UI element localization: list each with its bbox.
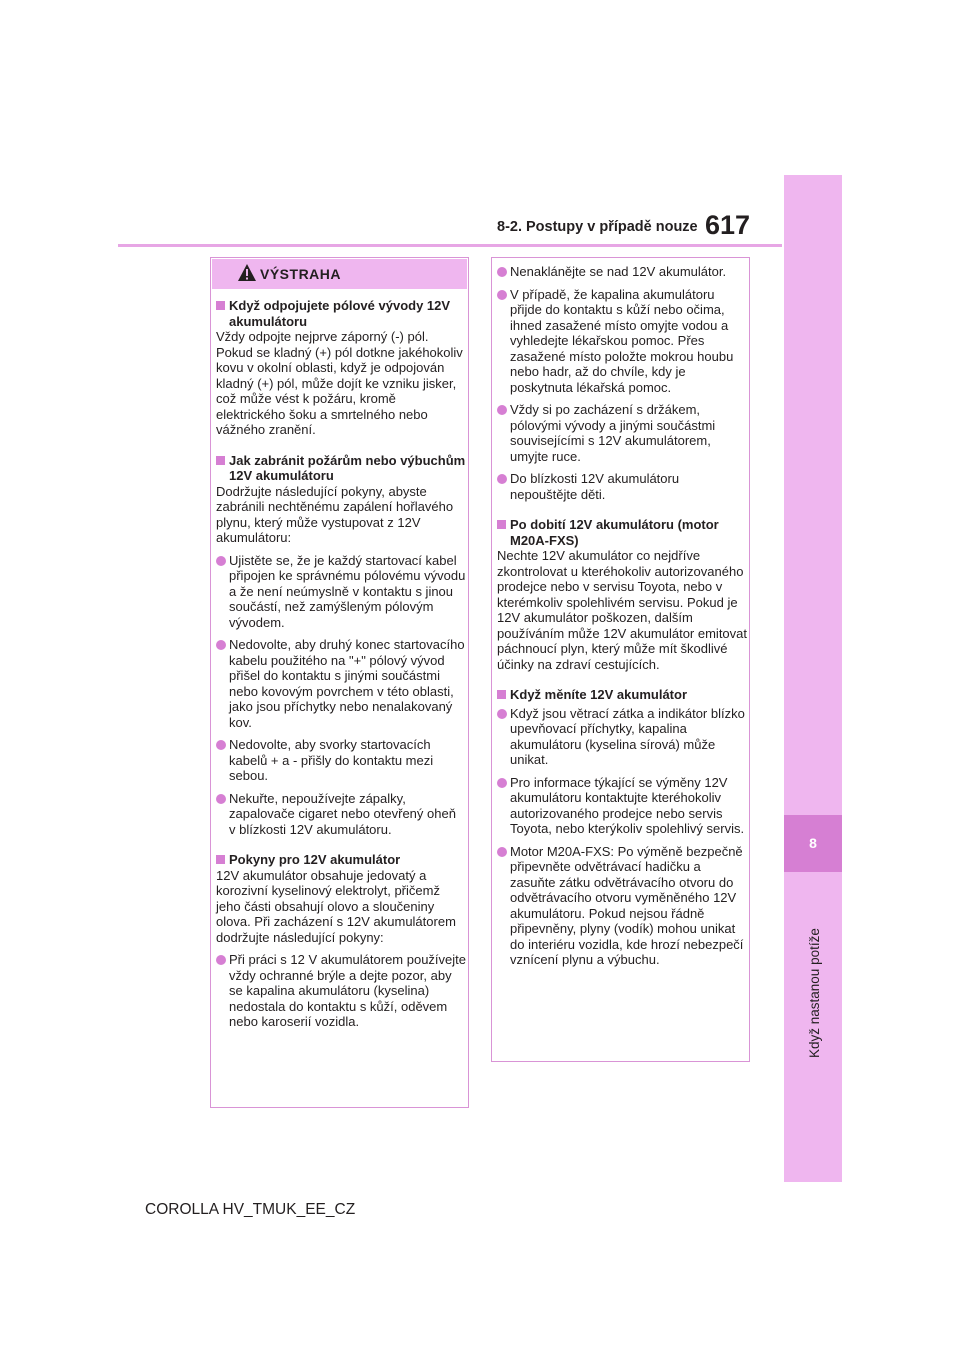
- bullet-item: Nenaklánějte se nad 12V akumulátor.: [497, 264, 747, 280]
- circle-bullet-icon: [497, 474, 507, 484]
- warning-box-right: [491, 257, 750, 1062]
- paragraph: Dodržujte následující pokyny, abyste zabránili nechtěnému zapálení hořlavého plynu, který může vystupovat z 12V akumulátoru:: [216, 483, 454, 545]
- bullet-item: V případě, že kapalina akumulátoru přijde do kontaktu s kůží nebo očima, ihned zasažené místo omyjte vodou a vyhledejte lékařskou pomoc. Přes zasažené místo položte mokrou houbu nebo hadr, až do chvíle, kdy je poskytnuta lékařská pomoc.: [497, 287, 747, 396]
- subheading: Když odpojujete pólové vývody 12V akumulátoru: [216, 298, 466, 329]
- circle-bullet-icon: [216, 740, 226, 750]
- square-bullet-icon: [216, 456, 225, 465]
- circle-bullet-icon: [497, 267, 507, 277]
- subheading: Pokyny pro 12V akumulátor: [216, 852, 466, 868]
- square-bullet-icon: [497, 520, 506, 529]
- bullet-item: Nedovolte, aby svorky startovacích kabelů + a - přišly do kontaktu mezi sebou.: [216, 737, 466, 784]
- square-bullet-icon: [216, 301, 225, 310]
- subheading: Když měníte 12V akumulátor: [497, 687, 747, 703]
- circle-bullet-icon: [497, 847, 507, 857]
- square-bullet-icon: [216, 855, 225, 864]
- circle-bullet-icon: [497, 405, 507, 415]
- circle-bullet-icon: [216, 640, 226, 650]
- chapter-number: 8: [784, 815, 842, 872]
- square-bullet-icon: [497, 690, 506, 699]
- bullet-item: Vždy si po zacházení s držákem, pólovými vývody a jinými součástmi souvisejícími s 12V akumulátorem, umyjte ruce.: [497, 402, 747, 464]
- circle-bullet-icon: [497, 709, 507, 719]
- bullet-item: Když jsou větrací zátka a indikátor blízko upevňovací příchytky, kapalina akumulátoru (kyselina sírová) může unikat.: [497, 706, 747, 768]
- circle-bullet-icon: [497, 778, 507, 788]
- bullet-item: Nedovolte, aby druhý konec startovacího kabelu použitého na "+" pólový vývod přišel do kontaktu s jinými součástmi nebo kovovým povrchem v této oblasti, jako jsou příchytky nebo nenalakovaný kov.: [216, 637, 466, 730]
- paragraph: 12V akumulátor obsahuje jedovatý a korozivní kyselinový elektrolyt, přičemž jeho části obsahují olovo a sloučeniny olova. Při zacházení s 12V akumulátorem dodržujte následující pokyny:: [216, 867, 456, 945]
- circle-bullet-icon: [216, 955, 226, 965]
- chapter-title: [804, 880, 824, 1060]
- bullet-item: Motor M20A-FXS: Po výměně bezpečně připevněte odvětrávací hadičku a zasuňte zátku odvětrávacího otvoru do odvětrávacího otvoru vyměněného 12V akumulátoru. Pokud nejsou řádně připevněny, plyny (vodík) mohou unikat do interiéru vozidla, kde hrozí nebezpečí vznícení plynu a výbuchu.: [497, 844, 747, 968]
- paragraph: Nechte 12V akumulátor co nejdříve zkontrolovat u kteréhokoliv autorizovaného prodejce nebo v servisu Toyota, nebo v kterémkoliv spolehlivém servisu. Pokud je 12V akumulátor poškozen, dalším používáním může 12V akumulátor emitovat páchnoucí plyn, který může mít škodlivé účinky na zdraví cestujících.: [497, 548, 748, 672]
- left-content: [216, 293, 466, 1030]
- section-title: 8-2. Postupy v případě nouze: [497, 219, 698, 235]
- bullet-item: Při práci s 12 V akumulátorem používejte vždy ochranné brýle a dejte pozor, aby se kapalina akumulátoru (kyselina) nedostala do kontaktu s kůží, oděvem nebo karoserií vozidla.: [216, 952, 466, 1030]
- warning-header: [212, 259, 467, 289]
- subheading: Jak zabránit požárům nebo výbuchům 12V akumulátoru: [216, 453, 466, 484]
- subheading: Po dobití 12V akumulátoru (motor M20A-FXS): [497, 517, 747, 548]
- paragraph: Vždy odpojte nejprve záporný (-) pól. Pokud se kladný (+) pól dotkne jakéhokoliv kovu v okolní oblasti, když je odpojován kladný (+) pól, může dojít ke vzniku jisker, což může vést k požáru, kromě elektrického šoku a smrtelného nebo vážného zranění.: [216, 329, 463, 437]
- bullet-item: Do blízkosti 12V akumulátoru nepouštějte děti.: [497, 471, 747, 502]
- circle-bullet-icon: [216, 556, 226, 566]
- right-content: [497, 264, 747, 968]
- bullet-item: Nekuřte, nepoužívejte zápalky, zapalovače cigaret nebo otevřený oheň v blízkosti 12V akumulátoru.: [216, 791, 466, 838]
- warning-box-left: [210, 257, 469, 1108]
- bullet-item: Ujistěte se, že je každý startovací kabel připojen ke správnému pólovému vývodu a že není neúmyslně v kontaktu s jinou součástí, než zamýšleným pólovým vývodem.: [216, 553, 466, 631]
- bullet-item: Pro informace týkající se výměny 12V akumulátoru kontaktujte kteréhokoliv autorizovaného prodejce nebo servis Toyota, nebo kterýkoliv spolehlivý servis.: [497, 775, 747, 837]
- circle-bullet-icon: [216, 794, 226, 804]
- document-code: COROLLA HV_TMUK_EE_CZ: [145, 1201, 356, 1218]
- page-number: 617: [705, 210, 751, 240]
- chapter-title-text: Když nastanou potíže: [807, 928, 822, 1058]
- warning-title: VÝSTRAHA: [260, 266, 342, 282]
- circle-bullet-icon: [497, 290, 507, 300]
- header-rule: [118, 244, 782, 247]
- warning-triangle-icon: [237, 263, 257, 287]
